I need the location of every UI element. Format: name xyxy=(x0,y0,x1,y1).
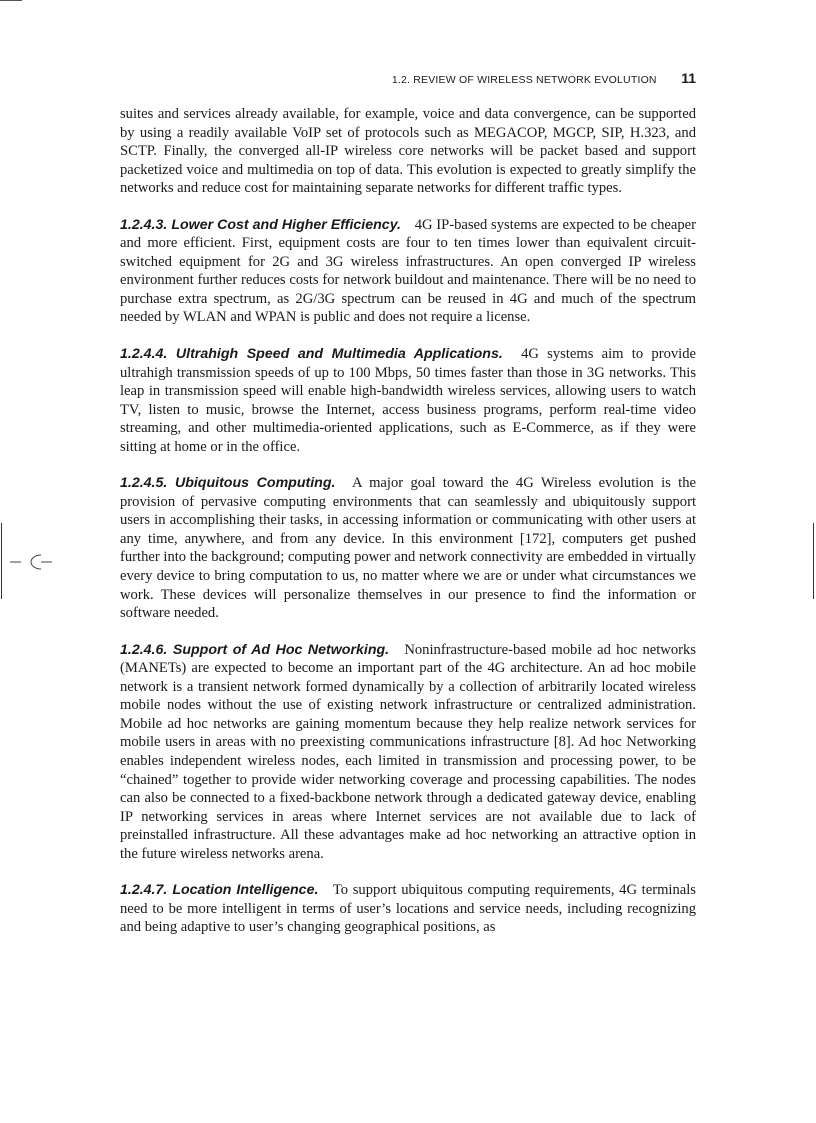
page-number: 11 xyxy=(681,70,696,86)
body-text xyxy=(120,105,696,937)
paragraph xyxy=(120,216,696,327)
paragraph xyxy=(120,105,696,198)
crop-edge-left xyxy=(1,523,2,599)
paragraph-text: 4G systems aim to provide ultrahigh transmission speeds of up to 100 Mbps, 50 times faster than those in 3G networks. This leap in transmission speed will enable high-bandwidth wireless services, allowing users to watch TV, listen to music, browse the Internet, access business programs, perform real-time video streaming, and other multimedia-oriented applications, such as E-Commerce, as if they were sitting at home or in the office. xyxy=(120,346,696,455)
paragraph-text: 4G IP-based systems are expected to be cheaper and more efficient. First, equipment costs are four to ten times lower than equivalent circuit-switched equipment for 2G and 3G wireless infrastructures. An open converged IP wireless environment further reduces costs for network buildout and maintenance. There will be no need to purchase extra spectrum, as 2G/3G spectrum can be reused in 4G and much of the spectrum needed by WLAN and WPAN is public and does not require a license. xyxy=(120,216,696,326)
paragraph-text: A major goal toward the 4G Wireless evolution is the provision of pervasive computing environments that can seamlessly and ubiquitously support users in accomplishing their tasks, in accessing information or communicating with other users at any time, anywhere, and from any device. In this environment [172], computers get pushed further into the background; computing power and network connectivity are embedded in virtually every device to bring computation to us, no matter where we are or under what circumstances we work. These devices will personalize themselves in our presence to find the information or software needed. xyxy=(120,475,696,622)
section-heading: 1.2.4.3. Lower Cost and Higher Efficiency. xyxy=(120,216,401,233)
crop-mark xyxy=(0,0,22,1)
paragraph-text: suites and services already available, for example, voice and data convergence, can be supported by using a readily available VoIP set of protocols such as MEGACOP, MGCP, SIP, H.323, and SCTP. Finally, the converged all-IP wireless core networks will be packet based and support packetized voice and multimedia on top of data. This evolution is expected to greatly simplify the networks and reduce cost for maintaining separate networks for different traffic types. xyxy=(120,106,696,197)
paragraph xyxy=(120,881,696,937)
paragraph xyxy=(120,474,696,622)
section-heading: 1.2.4.5. Ubiquitous Computing. xyxy=(120,475,336,492)
section-heading: 1.2.4.7. Location Intelligence. xyxy=(120,882,319,899)
paragraph xyxy=(120,641,696,864)
paragraph xyxy=(120,345,696,456)
registration-mark-icon xyxy=(10,550,52,574)
paragraph-text: Noninfrastructure-based mobile ad hoc networks (MANETs) are expected to become an important part of the 4G architecture. An ad hoc mobile network is a transient network formed dynamically by a collection of arbitrarily located wireless mobile nodes without the use of existing network infrastructure or centralized administration. Mobile ad hoc networks are gaining momentum because they help realize network services for mobile users in areas with no preexisting communications infrastructure [8]. Ad hoc Networking enables independent wireless nodes, each limited in transmission and processing power, to be “chained” together to provide wider networking coverage and processing capabilities. The nodes can also be connected to a fixed-backbone network through a dedicated gateway device, enabling IP networking services in areas where Internet services are not available due to lack of preinstalled infrastructure. All these advantages make ad hoc networking an attractive option in the future wireless networks arena. xyxy=(120,641,696,862)
running-header xyxy=(120,70,696,88)
section-heading: 1.2.4.6. Support of Ad Hoc Networking. xyxy=(120,641,390,658)
crop-edge-right xyxy=(813,523,814,599)
running-title: 1.2. REVIEW OF WIRELESS NETWORK EVOLUTION xyxy=(391,74,657,86)
paragraph-text: To support ubiquitous computing requirements, 4G terminals need to be more intelligent in terms of user’s locations and service needs, including recognizing and being adaptive to user’s changing geographical positions, as xyxy=(120,882,696,936)
section-heading: 1.2.4.4. Ultrahigh Speed and Multimedia Applications. xyxy=(120,346,503,363)
